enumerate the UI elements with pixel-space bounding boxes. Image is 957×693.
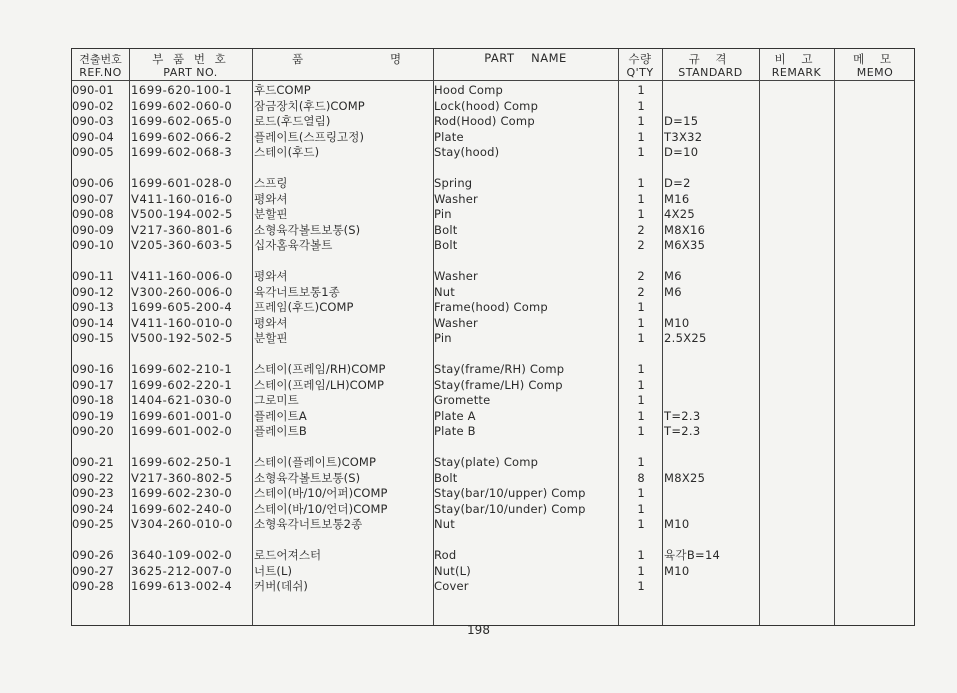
ref-no-cell: 090-25 <box>72 517 114 531</box>
quantity-cell: 1 <box>637 315 645 330</box>
part-no-cell: 1699-602-060-0 <box>131 98 233 113</box>
table-row <box>72 130 914 146</box>
table-row <box>72 238 914 254</box>
part-name-cell: Pin <box>434 331 452 345</box>
part-name-cell: Bolt <box>434 222 458 237</box>
quantity-cell: 1 <box>637 486 645 500</box>
quantity-cell: 1 <box>637 176 645 190</box>
quantity-cell: 1 <box>637 408 645 423</box>
header-remark-en: REMARK <box>771 66 822 79</box>
part-no-cell: V300-260-006-0 <box>131 284 233 299</box>
standard-cell: D=10 <box>664 145 699 159</box>
part-name-cell: Stay(bar/10/under) Comp <box>434 501 586 516</box>
table-row <box>72 176 914 192</box>
part-no-cell: 1699-602-230-0 <box>131 486 233 500</box>
part-name-cell: Lock(hood) Comp <box>434 98 539 113</box>
quantity-cell: 2 <box>637 269 645 283</box>
quantity-cell: 1 <box>637 455 645 469</box>
header-divider <box>72 80 914 81</box>
table-row <box>72 409 914 425</box>
standard-cell: D=15 <box>664 114 699 128</box>
part-no-cell: 1699-602-220-1 <box>131 377 233 392</box>
part-no-cell: V500-192-502-5 <box>131 331 233 345</box>
korean-name-cell: 십자홈육각볼트 <box>254 238 333 252</box>
korean-name-cell: 스테이(후드) <box>254 145 320 159</box>
part-name-cell: Spring <box>434 176 473 190</box>
standard-cell: M8X16 <box>664 222 706 237</box>
table-row <box>72 269 914 285</box>
quantity-cell: 1 <box>637 548 645 562</box>
ref-no-cell: 090-17 <box>72 377 114 392</box>
ref-no-cell: 090-10 <box>72 238 114 252</box>
quantity-cell: 1 <box>637 114 645 128</box>
quantity-cell: 1 <box>637 129 645 144</box>
part-name-cell: Stay(frame/LH) Comp <box>434 377 563 392</box>
header-part-no-ko: 부 품 번 호 <box>152 52 229 66</box>
ref-no-cell: 090-08 <box>72 207 114 221</box>
part-name-cell: Frame(hood) Comp <box>434 300 548 314</box>
standard-cell: M10 <box>664 563 690 578</box>
ref-no-cell: 090-12 <box>72 284 114 299</box>
part-no-cell: 1699-602-066-2 <box>131 129 233 144</box>
quantity-cell: 1 <box>637 424 645 438</box>
ref-no-cell: 090-13 <box>72 300 114 314</box>
header-standard-ko: 규 격 <box>688 52 733 66</box>
header-qty-ko: 수량 <box>628 52 652 66</box>
quantity-cell: 2 <box>637 284 645 299</box>
part-name-cell: Hood Comp <box>434 83 504 97</box>
quantity-cell: 1 <box>637 300 645 314</box>
table-row <box>72 192 914 208</box>
quantity-cell: 1 <box>637 579 645 593</box>
table-row <box>72 99 914 115</box>
part-name-cell: Washer <box>434 269 478 283</box>
table-row <box>72 502 914 518</box>
table-row <box>72 378 914 394</box>
standard-cell: M10 <box>664 517 690 531</box>
ref-no-cell: 090-27 <box>72 563 114 578</box>
standard-cell: T3X32 <box>664 129 703 144</box>
part-name-cell: Gromette <box>434 393 491 407</box>
table-row <box>72 471 914 487</box>
quantity-cell: 2 <box>637 222 645 237</box>
part-no-cell: 1404-621-030-0 <box>131 393 233 407</box>
part-no-cell: 3625-212-007-0 <box>131 563 233 578</box>
ref-no-cell: 090-05 <box>72 145 114 159</box>
part-name-cell: Washer <box>434 191 478 206</box>
ref-no-cell: 090-06 <box>72 176 114 190</box>
korean-name-cell: 평와셔 <box>254 191 288 206</box>
table-row <box>72 579 914 595</box>
quantity-cell: 1 <box>637 393 645 407</box>
part-no-cell: 1699-601-002-0 <box>131 424 233 438</box>
header-standard-en: STANDARD <box>678 66 743 79</box>
korean-name-cell: 스프링 <box>254 176 288 190</box>
standard-cell: M6 <box>664 284 682 299</box>
korean-name-cell: 플레이트(스프링고정) <box>254 129 365 144</box>
part-no-cell: 1699-613-002-4 <box>131 579 233 593</box>
korean-name-cell: 스테이(바/10/언더)COMP <box>254 501 388 516</box>
standard-cell: T=2.3 <box>664 408 701 423</box>
part-no-cell: V411-160-006-0 <box>131 269 233 283</box>
korean-name-cell: 후드COMP <box>254 83 311 97</box>
quantity-cell: 1 <box>637 83 645 97</box>
header-part-no-en: PART NO. <box>163 66 218 79</box>
ref-no-cell: 090-04 <box>72 129 114 144</box>
part-no-cell: 1699-620-100-1 <box>131 83 233 97</box>
part-name-cell: Rod(Hood) Comp <box>434 114 535 128</box>
quantity-cell: 1 <box>637 517 645 531</box>
ref-no-cell: 090-20 <box>72 424 114 438</box>
korean-name-cell: 커버(데쉬) <box>254 579 309 593</box>
ref-no-cell: 090-24 <box>72 501 114 516</box>
page-number: 198 <box>467 623 490 637</box>
standard-cell: 육각B=14 <box>664 548 721 562</box>
part-no-cell: V205-360-603-5 <box>131 238 233 252</box>
table-row <box>72 300 914 316</box>
korean-name-cell: 소형육각볼트보통(S) <box>254 222 361 237</box>
part-name-cell: Stay(frame/RH) Comp <box>434 362 565 376</box>
quantity-cell: 1 <box>637 563 645 578</box>
table-row <box>72 548 914 564</box>
part-no-cell: 1699-602-065-0 <box>131 114 233 128</box>
quantity-cell: 1 <box>637 331 645 345</box>
quantity-cell: 1 <box>637 98 645 113</box>
part-no-cell: 1699-601-001-0 <box>131 408 233 423</box>
korean-name-cell: 로드어져스터 <box>254 548 322 562</box>
ref-no-cell: 090-16 <box>72 362 114 376</box>
parts-list-table <box>71 48 915 626</box>
header-ref-no-en: REF.NO <box>79 66 122 79</box>
part-no-cell: 1699-605-200-4 <box>131 300 233 314</box>
table-row <box>72 83 914 99</box>
part-no-cell: V500-194-002-5 <box>131 207 233 221</box>
korean-name-cell: 로드(후드열림) <box>254 114 331 128</box>
part-name-cell: Rod <box>434 548 457 562</box>
ref-no-cell: 090-18 <box>72 393 114 407</box>
part-name-cell: Bolt <box>434 238 458 252</box>
ref-no-cell: 090-28 <box>72 579 114 593</box>
part-no-cell: V217-360-801-6 <box>131 222 233 237</box>
part-name-cell: Plate B <box>434 424 476 438</box>
table-row <box>72 145 914 161</box>
ref-no-cell: 090-02 <box>72 98 114 113</box>
korean-name-cell: 육각너트보통1종 <box>254 284 340 299</box>
quantity-cell: 1 <box>637 207 645 221</box>
header-name-ko-left: 품 <box>292 52 304 66</box>
standard-cell: D=2 <box>664 176 691 190</box>
quantity-cell: 1 <box>637 145 645 159</box>
korean-name-cell: 분할핀 <box>254 331 288 345</box>
standard-cell: M6X35 <box>664 238 706 252</box>
part-no-cell: 1699-602-240-0 <box>131 501 233 516</box>
korean-name-cell: 플레이트B <box>254 424 307 438</box>
korean-name-cell: 소형육각너트보통2종 <box>254 517 363 531</box>
quantity-cell: 1 <box>637 377 645 392</box>
ref-no-cell: 090-09 <box>72 222 114 237</box>
korean-name-cell: 너트(L) <box>254 563 293 578</box>
header-remark-ko: 비 고 <box>774 52 819 66</box>
korean-name-cell: 그로미트 <box>254 393 299 407</box>
part-no-cell: 1699-602-250-1 <box>131 455 233 469</box>
ref-no-cell: 090-07 <box>72 191 114 206</box>
header-memo-ko: 메 모 <box>853 52 897 66</box>
table-row <box>72 517 914 533</box>
ref-no-cell: 090-23 <box>72 486 114 500</box>
standard-cell: M16 <box>664 191 690 206</box>
part-name-cell: Stay(hood) <box>434 145 500 159</box>
korean-name-cell: 스테이(바/10/어퍼)COMP <box>254 486 388 500</box>
korean-name-cell: 스테이(프레임/RH)COMP <box>254 362 386 376</box>
header-ref-no-ko: 견출번호 <box>79 53 122 66</box>
korean-name-cell: 소형육각볼트보통(S) <box>254 470 361 485</box>
ref-no-cell: 090-21 <box>72 455 114 469</box>
part-no-cell: V411-160-010-0 <box>131 315 233 330</box>
part-no-cell: 1699-601-028-0 <box>131 176 233 190</box>
quantity-cell: 2 <box>637 238 645 252</box>
table-row <box>72 393 914 409</box>
part-name-cell: Bolt <box>434 470 458 485</box>
korean-name-cell: 스테이(프레임/LH)COMP <box>254 377 384 392</box>
table-row <box>72 316 914 332</box>
ref-no-cell: 090-01 <box>72 83 114 97</box>
ref-no-cell: 090-19 <box>72 408 114 423</box>
quantity-cell: 1 <box>637 362 645 376</box>
standard-cell: 2.5X25 <box>664 331 707 345</box>
ref-no-cell: 090-03 <box>72 114 114 128</box>
korean-name-cell: 프레임(후드)COMP <box>254 300 354 314</box>
part-name-cell: Nut <box>434 517 456 531</box>
table-row <box>72 285 914 301</box>
korean-name-cell: 평와셔 <box>254 315 288 330</box>
header-qty-en: Q'TY <box>626 66 654 79</box>
quantity-cell: 1 <box>637 501 645 516</box>
table-row <box>72 114 914 130</box>
part-name-cell: Cover <box>434 579 469 593</box>
quantity-cell: 1 <box>637 191 645 206</box>
header-part-name-en: PART NAME <box>484 51 567 65</box>
part-name-cell: Nut(L) <box>434 563 471 578</box>
header-memo-en: MEMO <box>856 66 894 79</box>
part-name-cell: Stay(bar/10/upper) Comp <box>434 486 586 500</box>
part-name-cell: Pin <box>434 207 452 221</box>
korean-name-cell: 스테이(플레이트)COMP <box>254 455 376 469</box>
table-row <box>72 424 914 440</box>
standard-cell: M8X25 <box>664 470 706 485</box>
ref-no-cell: 090-15 <box>72 331 114 345</box>
part-no-cell: 3640-109-002-0 <box>131 548 233 562</box>
table-row <box>72 331 914 347</box>
ref-no-cell: 090-11 <box>72 269 114 283</box>
part-no-cell: V411-160-016-0 <box>131 191 233 206</box>
part-no-cell: V304-260-010-0 <box>131 517 233 531</box>
standard-cell: 4X25 <box>664 207 696 221</box>
part-no-cell: 1699-602-210-1 <box>131 362 233 376</box>
table-row <box>72 486 914 502</box>
table-row <box>72 223 914 239</box>
standard-cell: T=2.3 <box>664 424 701 438</box>
part-no-cell: V217-360-802-5 <box>131 470 233 485</box>
table-row <box>72 362 914 378</box>
standard-cell: M10 <box>664 315 690 330</box>
korean-name-cell: 분할핀 <box>254 207 288 221</box>
part-name-cell: Washer <box>434 315 478 330</box>
part-name-cell: Plate <box>434 129 464 144</box>
korean-name-cell: 잠금장치(후드)COMP <box>254 98 365 113</box>
table-row <box>72 455 914 471</box>
header-name-ko-right: 명 <box>390 52 402 66</box>
part-name-cell: Plate A <box>434 408 476 423</box>
ref-no-cell: 090-14 <box>72 315 114 330</box>
ref-no-cell: 090-22 <box>72 470 114 485</box>
korean-name-cell: 플레이트A <box>254 408 307 423</box>
standard-cell: M6 <box>664 269 682 283</box>
part-no-cell: 1699-602-068-3 <box>131 145 233 159</box>
table-row <box>72 207 914 223</box>
ref-no-cell: 090-26 <box>72 548 114 562</box>
part-name-cell: Stay(plate) Comp <box>434 455 539 469</box>
part-name-cell: Nut <box>434 284 456 299</box>
quantity-cell: 8 <box>637 470 645 485</box>
table-row <box>72 564 914 580</box>
korean-name-cell: 평와셔 <box>254 269 288 283</box>
